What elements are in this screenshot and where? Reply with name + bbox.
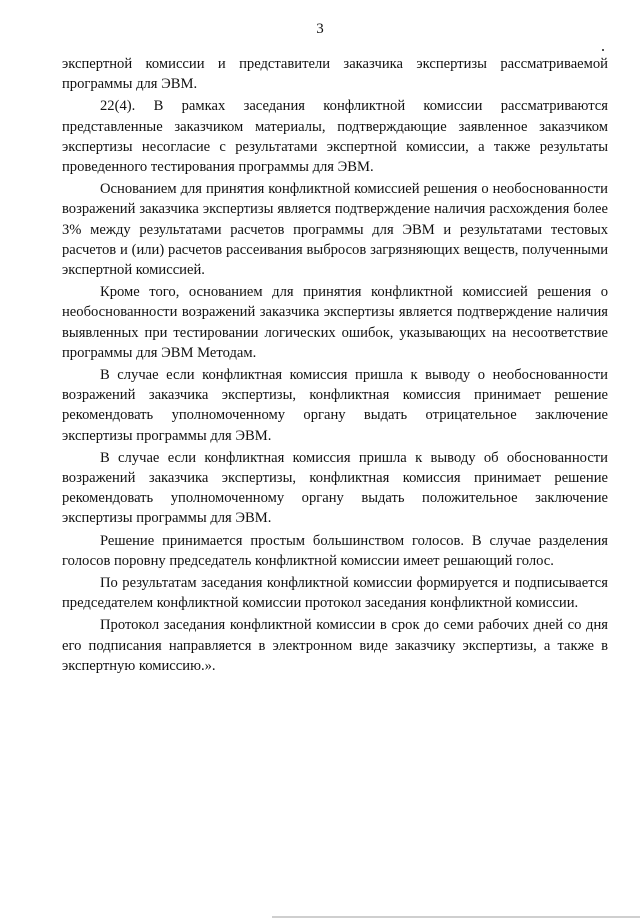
paragraph-22-4: 22(4). В рамках заседания конфликтной комиссии рассматриваются представленные заказчиком материалы, подтверждающие заявленное заказчиком экспертизы несогласие с результатами экспертной комиссии, а также результаты проведенного тестирования программы для ЭВМ. [62,98,608,176]
paragraph-continuation: экспертной комиссии и представители заказчика экспертизы рассматриваемой программы для ЭВМ. [62,56,608,93]
paragraph-protocol-signing: По результатам заседания конфликтной комиссии формируется и подписывается председателем конфликтной комиссии протокол заседания конфликтной комиссии. [62,575,608,612]
paragraph-positive-conclusion: В случае если конфликтная комиссия пришла к выводу об обоснованности возражений заказчика экспертизы, конфликтная комиссия принимает решение рекомендовать уполномоченному органу выдать положительное заключение экспертизы программы для ЭВМ. [62,449,608,527]
paragraph-grounds-logic-errors: Кроме того, основанием для принятия конфликтной комиссией решения о необоснованности возражений заказчика экспертизы является подтверждение наличия выявленных при тестировании логических ошибок, указывающих на несоответствие программы для ЭВМ Методам. [62,284,608,361]
page-number: 3 [316,21,324,37]
scan-mark [602,49,604,51]
document-body [62,54,608,676]
paragraph-grounds-discrepancy: Основанием для принятия конфликтной комиссией решения о необоснованности возражений заказчика экспертизы является подтверждение наличия расхождения более 3% между результатами расчетов программы для ЭВМ и результатами тестовых расчетов и (или) расчетов рассеивания выбросов загрязняющих веществ, полученными экспертной комиссией. [62,181,608,279]
paragraph-protocol-delivery: Протокол заседания конфликтной комиссии в срок до семи рабочих дней со дня его подписания направляется в электронном виде заказчику экспертизы, а также в экспертную комиссию.». [62,617,608,674]
paragraph-majority-vote: Решение принимается простым большинством голосов. В случае разделения голосов поровну председатель конфликтной комиссии имеет решающий голос. [62,532,608,569]
paragraph-negative-conclusion: В случае если конфликтная комиссия пришла к выводу о необоснованности возражений заказчика экспертизы, конфликтная комиссия принимает решение рекомендовать уполномоченному органу выдать отрицательное заключение экспертизы программы для ЭВМ. [62,367,608,444]
